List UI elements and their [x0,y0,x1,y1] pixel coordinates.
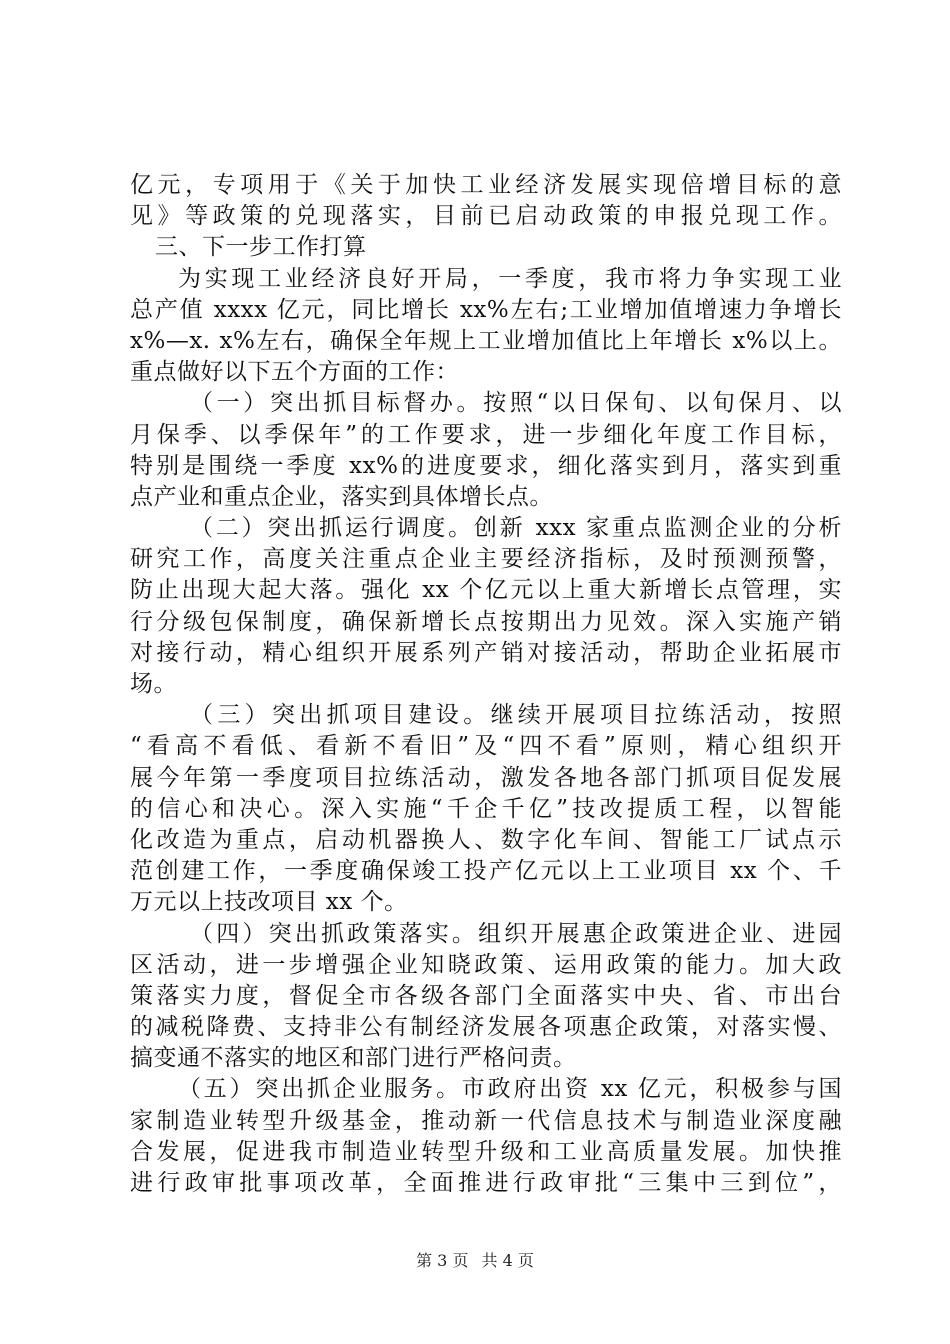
text-line: 点产业和重点企业，落实到具体增长点。 [130,483,553,510]
text-line: 见》等政策的兑现落实，目前已启动政策的申报兑现工作。 [130,203,842,230]
text-line: 的减税降费、支持非公有制经济发展各项惠企政策，对落实慢、 [130,1014,842,1041]
text-line: 合发展，促进我市制造业转型升级和工业高质量发展。加快推 [130,1138,842,1165]
text-line: （四）突出抓政策落实。组织开展惠企政策进企业、进园 [190,920,842,947]
document-body [130,170,842,1199]
text-line: 总产值 xxxx 亿元，同比增长 xx%左右;工业增加值增速力争增长 [130,296,842,323]
text-line: 特别是围绕一季度 xx%的进度要求，细化落实到月，落实到重 [130,452,842,479]
section-heading: 三、下一步工作打算 [155,234,367,261]
text-line: （二）突出抓运行调度。创新 xxx 家重点监测企业的分析 [190,515,842,542]
text-line: （一）突出抓目标督办。按照“以日保旬、以旬保月、以 [190,390,842,417]
text-line: 防止出现大起大落。强化 xx 个亿元以上重大新增长点管理，实 [130,577,842,604]
text-line: 对接行动，精心组织开展系列产销对接活动，帮助企业拓展市 [130,639,842,666]
text-line: 场。 [130,671,177,697]
text-line: 的信心和决心。深入实施“千企千亿”技改提质工程，以智能 [130,795,842,822]
text-line: 重点做好以下五个方面的工作： [130,359,459,386]
text-line: “看高不看低、看新不看旧”及“四不看”原则，精心组织开 [130,733,842,760]
text-line: 万元以上技改项目 xx 个。 [130,889,408,916]
text-line: x%—x. x%左右，确保全年规上工业增加值比上年增长 x%以上。 [130,327,842,354]
text-line: 研究工作，高度关注重点企业主要经济指标，及时预测预警， [130,546,842,573]
page-number: 第 3 页 [416,1251,469,1270]
text-line: 策落实力度，督促全市各级各部门全面落实中央、省、市出台 [130,982,842,1009]
text-line: （三）突出抓项目建设。继续开展项目拉练活动，按照 [190,702,842,729]
text-line: 区活动，进一步增强企业知晓政策、运用政策的能力。加大政 [130,951,842,978]
page-total: 共 4 页 [481,1251,534,1270]
text-line: 范创建工作，一季度确保竣工投产亿元以上工业项目 xx 个、千 [130,858,842,885]
text-line: 月保季、以季保年”的工作要求，进一步细化年度工作目标， [130,421,842,448]
text-line: 搞变通不落实的地区和部门进行严格问责。 [130,1045,577,1072]
page-footer [0,1248,950,1271]
text-line: 家制造业转型升级基金，推动新一代信息技术与制造业深度融 [130,1107,842,1134]
text-line: 行分级包保制度，确保新增长点按期出力见效。深入实施产销 [130,608,842,635]
text-line: 化改造为重点，启动机器换人、数字化车间、智能工厂试点示 [130,826,842,853]
text-line: 进行政审批事项改革，全面推进行政审批“三集中三到位”， [130,1170,842,1196]
text-line: （五）突出抓企业服务。市政府出资 xx 亿元，积极参与国 [178,1076,842,1103]
text-line: 为实现工业经济良好开局，一季度，我市将力争实现工业 [178,265,842,292]
text-line: 展今年第一季度项目拉练活动，激发各地各部门抓项目促发展 [130,764,842,791]
text-line: 亿元，专项用于《关于加快工业经济发展实现倍增目标的意 [130,172,842,198]
